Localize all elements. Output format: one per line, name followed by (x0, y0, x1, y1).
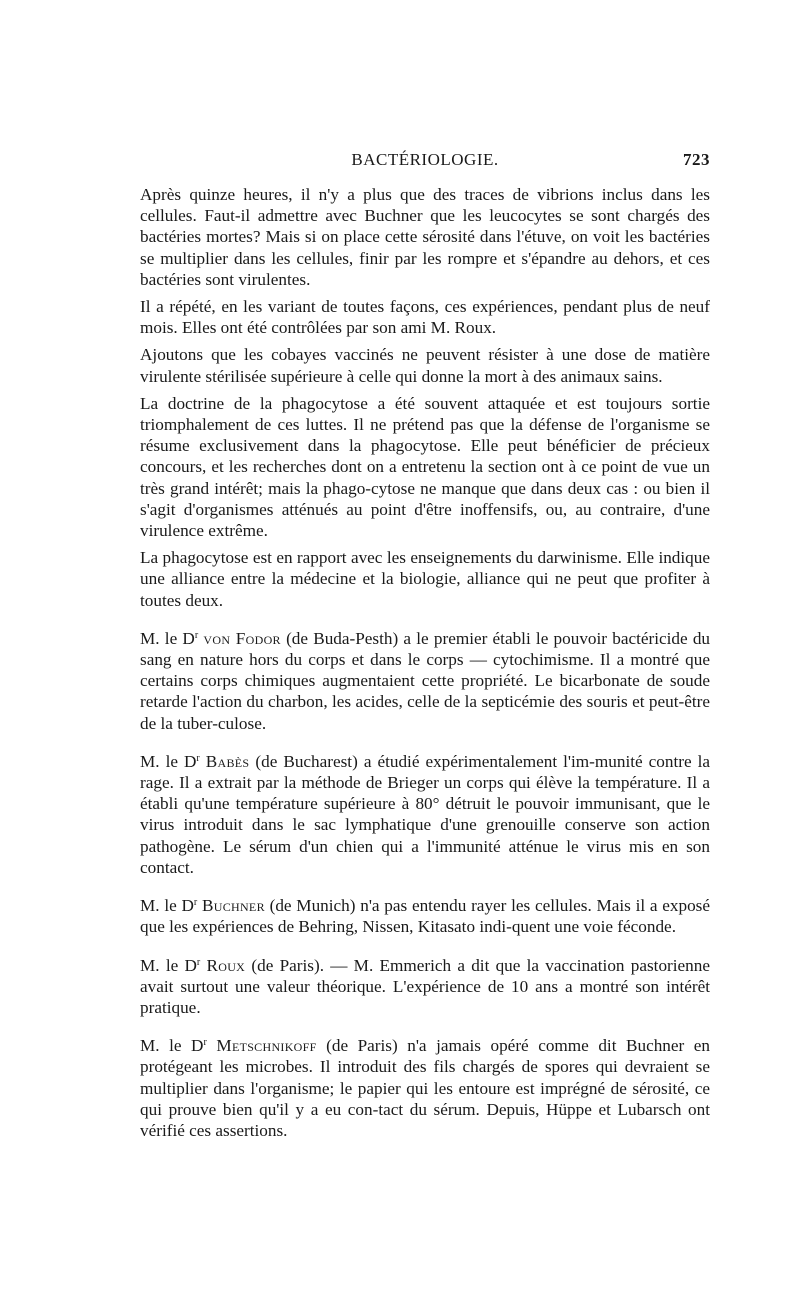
speaker-name: von Fodor (203, 628, 281, 648)
speaker-prefix: M. le D (140, 955, 197, 975)
speaker-name: Roux (206, 955, 246, 975)
paragraph: Il a répété, en les variant de toutes façons, ces expériences, pendant plus de neuf mois. Elles ont été contrôlées par son ami M. Roux. (140, 297, 710, 338)
paragraph: La doctrine de la phagocytose a été souvent attaquée et est toujours sortie triomphalement de ces luttes. Il ne prétend pas que la défense de l'organisme se résume exclusivement dans la phagocytose. Elle peut bénéficier de précieux concours, et les recherches dont on a entretenu la section ont à ce point de vue un très grand intérêt; mais la phago-cytose ne manque que dans deux cas : ou bien il s'agit d'organismes atténués au point d'être inoffensifs, ou, au contraire, d'une virulence extrême. (140, 393, 710, 541)
speaker-paragraph (140, 955, 710, 1019)
speaker-prefix: M. le D (140, 751, 197, 771)
speaker-title-sup: r (196, 752, 200, 764)
speaker-text: (de Buda-Pesth) a le premier établi le pouvoir bactéricide du sang en nature hors du corps et dans le corps — cytochimisme. Il a montré que certains corps chimiques augmentaient cette propriété. Le bicarbonate de soude retarde l'action du charbon, les acides, celle de la septicémie des souris et peut-être de la tuber-culose. (140, 628, 711, 733)
speaker-name: Babès (205, 751, 250, 771)
speaker-paragraph (140, 895, 710, 937)
speaker-title-sup: r (193, 897, 198, 909)
speaker-name: Metschnikoff (216, 1036, 317, 1056)
speaker-paragraph (140, 1035, 710, 1141)
speaker-text: (de Paris) n'a jamais opéré comme dit Buchner en protégeant les microbes. Il introduit des fils chargés de spores qui devraient se multiplier dans l'organisme; le papier qui les entoure est imprégné de sérosité, ce qui prouve bien qu'il y a eu con-tact du sérum. Depuis, Hüppe et Lubarsch ont vérifié ces assertions. (140, 1036, 710, 1140)
speaker-title-sup: r (196, 956, 201, 968)
speaker-prefix: M. le D (140, 628, 195, 648)
body-text (140, 184, 710, 1141)
paragraph: Après quinze heures, il n'y a plus que des traces de vibrions inclus dans les cellules. Faut-il admettre avec Buchner que les leucocytes se sont chargés des bactéries mortes? Mais si on place cette sérosité dans l'étuve, on voit les bactéries se multiplier dans les cellules, finir par les rompre et s'épandre au dehors, et ces bactéries sont virulentes. (140, 185, 710, 289)
page-number: 723 (683, 150, 710, 169)
speaker-name: Buchner (201, 896, 265, 916)
paragraph: Ajoutons que les cobayes vaccinés ne peuvent résister à une dose de matière virulente stérilisée supérieure à celle qui donne la mort à des animaux sains. (140, 345, 710, 386)
speaker-text: (de Paris). — M. Emmerich a dit que la vaccination pastorienne avait surtout une valeur théorique. L'expérience de 10 ans a montré son intérêt pratique. (140, 955, 710, 1017)
paragraph: La phagocytose est en rapport avec les enseignements du darwinisme. Elle indique une alliance entre la médecine et la biologie, alliance qui ne peut que profiter à toutes deux. (140, 548, 710, 610)
speaker-prefix: M. le D (140, 896, 194, 916)
speaker-text: (de Munich) n'a pas entendu rayer les cellules. Mais il a exposé que les expériences de Behring, Nissen, Kitasato indi-quent une voie féconde. (140, 896, 710, 937)
speaker-title-sup: r (203, 1037, 207, 1049)
running-head: BACTÉRIOLOGIE. (351, 150, 499, 169)
speaker-prefix: M. le D (140, 1036, 204, 1056)
speaker-paragraph (140, 751, 710, 878)
speaker-title-sup: r (194, 629, 199, 641)
page-header (140, 150, 710, 174)
speaker-text: (de Bucharest) a étudié expérimentalement l'im-munité contre la rage. Il a extrait par la méthode de Brieger un corps qui élève la température. Il a établi qu'une température supérieure à 80° détruit le pouvoir immunisant, que le virus introduit dans le sac lymphatique d'une grenouille conserve son action pathogène. Le sérum d'un chien qui a l'immunité atténue le virus mis en son contact. (140, 751, 710, 877)
speaker-paragraph (140, 628, 710, 734)
